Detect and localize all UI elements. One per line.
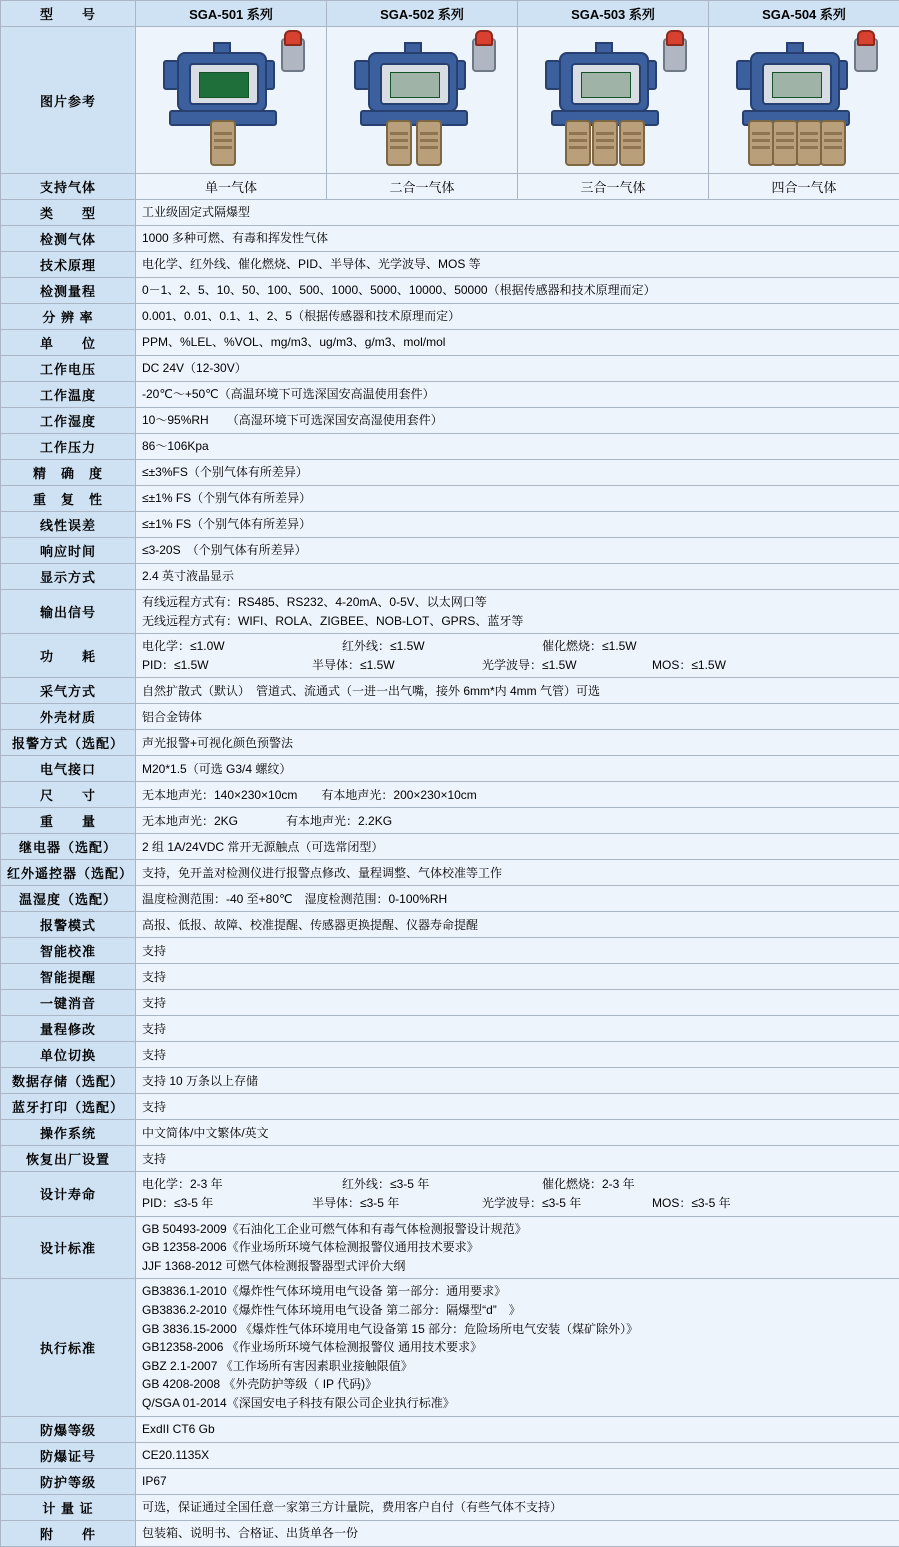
row-value-line: 支持 [142,942,893,961]
row-label: 恢复出厂设置 [1,1146,136,1172]
table-row [1,1416,899,1442]
row-label: 蓝牙打印（选配） [1,1094,136,1120]
row-value-cell: 半导体：≤1.5W [312,656,482,675]
row-value-line: GB 3836.15-2000 《爆炸性气体环境用电气设备第 15 部分：危险场所电气安装（煤矿除外）》 [142,1320,893,1339]
table-row [1,1016,899,1042]
row-label: 工作电压 [1,356,136,382]
gas-detector-icon [151,30,311,170]
row-label-supported-gas: 支持气体 [1,174,136,200]
row-value [136,1279,899,1416]
row-value-cell: MOS：≤1.5W [652,656,822,675]
row-label: 设计标准 [1,1216,136,1279]
table-row [1,460,899,486]
table-row [1,834,899,860]
row-value-line: 支持 [142,1020,893,1039]
model-header-1: SGA-501 系列 [136,1,327,27]
row-value [136,304,899,330]
row-label: 量程修改 [1,1016,136,1042]
row-value-line: 自然扩散式（默认） 管道式、流通式（一进一出气嘴，接外 6mm*内 4mm 气管）可选 [142,682,893,701]
table-row [1,382,899,408]
row-value [136,590,899,634]
row-value [136,678,899,704]
product-image-1 [136,27,327,174]
row-value-line: -20℃～+50℃（高温环境下可选深国安高温使用套件） [142,385,893,404]
row-value-line: 无线远程方式有：WIFI、ROLA、ZIGBEE、NOB-LOT、GPRS、蓝牙等 [142,612,893,631]
row-value-line: 包装箱、说明书、合格证、出货单各一份 [142,1524,893,1543]
row-value-line: 高报、低报、故障、校准提醒、传感器更换提醒、仪器寿命提醒 [142,916,893,935]
row-value [136,756,899,782]
table-row [1,886,899,912]
row-label: 计 量 证 [1,1494,136,1520]
supported-gas-2: 二合一气体 [327,174,518,200]
row-value [136,886,899,912]
row-value [136,730,899,756]
row-value [136,1416,899,1442]
row-value-cell: PID：≤1.5W [142,656,312,675]
row-label: 检测量程 [1,278,136,304]
row-value-line: 10～95%RH （高湿环境下可选深国安高湿使用套件） [142,411,893,430]
row-value-line: 无本地声光：140×230×10cm 有本地声光：200×230×10cm [142,786,893,805]
row-value-line: 86～106Kpa [142,437,893,456]
row-label: 技术原理 [1,252,136,278]
row-label: 重 复 性 [1,486,136,512]
row-value-line: DC 24V（12-30V） [142,359,893,378]
table-row [1,590,899,634]
row-value [136,964,899,990]
row-value [136,1042,899,1068]
table-row [1,1442,899,1468]
row-value [136,990,899,1016]
table-row [1,304,899,330]
row-label: 智能提醒 [1,964,136,990]
table-row [1,1520,899,1546]
row-value-cell: 光学波导：≤1.5W [482,656,652,675]
row-label: 报警模式 [1,912,136,938]
table-row [1,704,899,730]
row-label: 线性误差 [1,512,136,538]
row-value-line: 可选，保证通过全国任意一家第三方计量院，费用客户自付（有些气体不支持） [142,1498,893,1517]
product-image-2 [327,27,518,174]
row-value-line: PPM、%LEL、%VOL、mg/m3、ug/m3、g/m3、mol/mol [142,333,893,352]
row-value-line: JJF 1368-2012 可燃气体检测报警器型式评价大纲 [142,1257,893,1276]
row-value [136,912,899,938]
row-value [136,1468,899,1494]
row-label: 检测气体 [1,226,136,252]
row-value-line [142,1175,893,1194]
row-value-cell: 红外线：≤3-5 年 [342,1175,542,1194]
row-label: 响应时间 [1,538,136,564]
row-value [136,1016,899,1042]
table-row [1,938,899,964]
row-value-line: 有线远程方式有：RS485、RS232、4-20mA、0-5V、以太网口等 [142,593,893,612]
row-label: 尺 寸 [1,782,136,808]
table-row [1,860,899,886]
row-value [136,938,899,964]
row-value [136,1494,899,1520]
row-value-line: 工业级固定式隔爆型 [142,203,893,222]
row-label: 防爆等级 [1,1416,136,1442]
row-label: 工作温度 [1,382,136,408]
table-row [1,1146,899,1172]
supported-gas-1: 单一气体 [136,174,327,200]
row-label: 外壳材质 [1,704,136,730]
row-label: 继电器（选配） [1,834,136,860]
row-value [136,512,899,538]
table-row [1,330,899,356]
table-row [1,1120,899,1146]
model-header-2: SGA-502 系列 [327,1,518,27]
model-header-3: SGA-503 系列 [518,1,709,27]
row-value-line: 2.4 英寸液晶显示 [142,567,893,586]
table-row [1,1042,899,1068]
row-value [136,564,899,590]
row-value [136,200,899,226]
row-value-line: 铝合金铸体 [142,708,893,727]
model-header-4: SGA-504 系列 [709,1,899,27]
table-row [1,1494,899,1520]
row-value-line: ≤±1% FS（个别气体有所差异） [142,515,893,534]
row-label: 单 位 [1,330,136,356]
table-row [1,808,899,834]
row-label: 显示方式 [1,564,136,590]
row-value-line: Q/SGA 01-2014《深国安电子科技有限公司企业执行标准》 [142,1394,893,1413]
row-value [136,782,899,808]
table-row [1,486,899,512]
table-row [1,964,899,990]
row-label-image-reference: 图片参考 [1,27,136,174]
row-value-cell: 红外线：≤1.5W [342,637,542,656]
table-row [1,278,899,304]
row-value [136,808,899,834]
row-value [136,704,899,730]
row-value-line: M20*1.5（可选 G3/4 螺纹） [142,760,893,779]
table-row-supported-gas [1,174,899,200]
row-label: 执行标准 [1,1279,136,1416]
row-label: 智能校准 [1,938,136,964]
row-label: 附 件 [1,1520,136,1546]
row-value-line: GB3836.2-2010《爆炸性气体环境用电气设备 第二部分：隔爆型“d” 》 [142,1301,893,1320]
table-row-image-reference [1,27,899,174]
row-value-line: 支持 [142,1098,893,1117]
table-row [1,1094,899,1120]
row-value-cell: 光学波导：≤3-5 年 [482,1194,652,1213]
row-value-line: GBZ 2.1-2007 《工作场所有害因素职业接触限值》 [142,1357,893,1376]
row-value [136,634,899,678]
row-value [136,1120,899,1146]
row-value [136,860,899,886]
row-value-line: CE20.1135X [142,1446,893,1465]
table-row [1,1068,899,1094]
table-row [1,782,899,808]
row-value-line: GB3836.1-2010《爆炸性气体环境用电气设备 第一部分：通用要求》 [142,1282,893,1301]
row-value-line [142,1194,893,1213]
row-value-line: 支持 [142,968,893,987]
table-row [1,356,899,382]
table-row [1,512,899,538]
row-value [136,1442,899,1468]
row-value [136,538,899,564]
row-value [136,382,899,408]
row-label: 红外遥控器（选配） [1,860,136,886]
row-value [136,1094,899,1120]
row-value [136,1172,899,1216]
row-value [136,278,899,304]
supported-gas-4: 四合一气体 [709,174,899,200]
row-label: 报警方式（选配） [1,730,136,756]
row-value-line: 电化学、红外线、催化燃烧、PID、半导体、光学波导、MOS 等 [142,255,893,274]
table-row [1,990,899,1016]
row-label-model: 型 号 [1,1,136,27]
gas-detector-icon [724,30,884,170]
table-row [1,564,899,590]
row-value-line: GB12358-2006 《作业场所环境气体检测报警仪 通用技术要求》 [142,1338,893,1357]
row-value-line: 温度检测范围：-40 至+80℃ 湿度检测范围：0-100%RH [142,890,893,909]
row-label: 单位切换 [1,1042,136,1068]
table-row [1,634,899,678]
row-value-cell: 电化学：≤1.0W [142,637,342,656]
row-value-line: GB 12358-2006《作业场所环境气体检测报警仪通用技术要求》 [142,1238,893,1257]
row-label: 采气方式 [1,678,136,704]
row-label: 温湿度（选配） [1,886,136,912]
row-label: 电气接口 [1,756,136,782]
supported-gas-3: 三合一气体 [518,174,709,200]
row-value [136,834,899,860]
row-label: 数据存储（选配） [1,1068,136,1094]
row-label: 分 辨 率 [1,304,136,330]
row-value-line: 中文简体/中文繁体/英文 [142,1124,893,1143]
row-value-cell: 半导体：≤3-5 年 [312,1194,482,1213]
table-row [1,1172,899,1216]
table-row [1,678,899,704]
row-value [136,1216,899,1279]
row-value-line: 支持 [142,994,893,1013]
row-label: 设计寿命 [1,1172,136,1216]
row-value-cell: PID：≤3-5 年 [142,1194,312,1213]
table-row [1,226,899,252]
row-value-cell: 电化学：2-3 年 [142,1175,342,1194]
product-image-4 [709,27,899,174]
row-value [136,1146,899,1172]
row-value [136,408,899,434]
row-value-line: ExdII CT6 Gb [142,1420,893,1439]
row-value-line: ≤±3%FS（个别气体有所差异） [142,463,893,482]
row-value-line: 无本地声光：2KG 有本地声光：2.2KG [142,812,893,831]
table-row [1,756,899,782]
row-value [136,1068,899,1094]
row-value-line: GB 4208-2008 《外壳防护等级（ IP 代码)》 [142,1375,893,1394]
row-value-line: IP67 [142,1472,893,1491]
row-value-cell: 催化燃烧：2-3 年 [542,1175,742,1194]
table-row [1,200,899,226]
table-row-model-header [1,1,899,27]
row-value-line [142,656,893,675]
row-label: 工作压力 [1,434,136,460]
row-value-line: 支持 [142,1046,893,1065]
row-value-cell: MOS：≤3-5 年 [652,1194,822,1213]
row-label: 工作湿度 [1,408,136,434]
table-row [1,408,899,434]
row-value [136,460,899,486]
row-value-line: 支持，免开盖对检测仪进行报警点修改、量程调整、气体校准等工作 [142,864,893,883]
table-row [1,912,899,938]
row-value [136,226,899,252]
table-row [1,730,899,756]
row-value-line: ≤3-20S （个别气体有所差异） [142,541,893,560]
row-label: 输出信号 [1,590,136,634]
row-value-line: 2 组 1A/24VDC 常开无源触点（可选常闭型） [142,838,893,857]
row-label: 防爆证号 [1,1442,136,1468]
row-value-line [142,637,893,656]
row-value-line: 1000 多种可燃、有毒和挥发性气体 [142,229,893,248]
table-row [1,1279,899,1416]
table-row [1,434,899,460]
row-value [136,486,899,512]
row-value [136,434,899,460]
row-label: 重 量 [1,808,136,834]
row-value [136,1520,899,1546]
table-row [1,1468,899,1494]
row-label: 防护等级 [1,1468,136,1494]
row-value-line: 0.001、0.01、0.1、1、2、5（根据传感器和技术原理而定） [142,307,893,326]
table-row [1,1216,899,1279]
row-value-cell: 催化燃烧：≤1.5W [542,637,742,656]
row-value [136,330,899,356]
row-label: 操作系统 [1,1120,136,1146]
product-image-3 [518,27,709,174]
table-row [1,252,899,278]
row-value-line: 支持 10 万条以上存储 [142,1072,893,1091]
row-label: 精 确 度 [1,460,136,486]
row-value-line: 声光报警+可视化颜色预警法 [142,734,893,753]
row-value-line: 支持 [142,1150,893,1169]
row-value-line: GB 50493-2009《石油化工企业可燃气体和有毒气体检测报警设计规范》 [142,1220,893,1239]
table-row [1,538,899,564]
row-value-line: ≤±1% FS（个别气体有所差异） [142,489,893,508]
gas-detector-icon [342,30,502,170]
row-label: 功 耗 [1,634,136,678]
row-label: 类 型 [1,200,136,226]
row-value [136,252,899,278]
row-label: 一键消音 [1,990,136,1016]
row-value [136,356,899,382]
row-value-line: 0－1、2、5、10、50、100、500、1000、5000、10000、50000（根据传感器和技术原理而定） [142,281,893,300]
gas-detector-icon [533,30,693,170]
